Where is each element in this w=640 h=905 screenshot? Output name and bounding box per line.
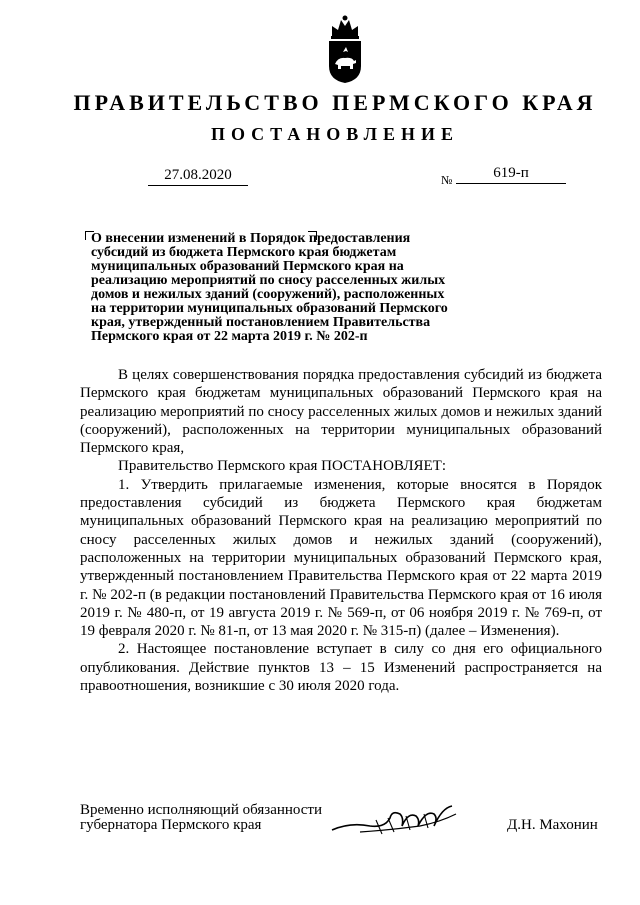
number-sign: № bbox=[441, 173, 453, 187]
document-subject: О внесении изменений в Порядок предоставления субсидий из бюджета Пермского края бюджетам муниципальных образований Пермского края на реализацию мероприятий по сносу расселенных жилых домов и нежилых зданий (сооружений), расположенных на территории муниципальных образований Пермского края, утвержденный постановлением Правительства Пермского края от 22 марта 2019 г. № 202-п bbox=[91, 231, 448, 344]
signatory-name: Д.Н. Махонин bbox=[507, 817, 598, 833]
signatory-position-line-1: Временно исполняющий обязанности bbox=[80, 802, 323, 818]
handwritten-signature bbox=[330, 800, 460, 840]
signatory-position bbox=[80, 803, 322, 833]
body-paragraph-2: Правительство Пермского края ПОСТАНОВЛЯЕТ: bbox=[118, 458, 447, 475]
perm-coat-of-arms-icon bbox=[326, 14, 364, 84]
document-number: 619-п bbox=[456, 165, 566, 184]
signatory-position-line-2: губернатора Пермского края bbox=[80, 817, 262, 833]
document-body bbox=[80, 366, 602, 695]
body-paragraph-1: В целях совершенствования порядка предоставления субсидий из бюджета Пермского края бюджетам муниципальных образований Пермского края на реализацию мероприятий по сносу расселенных жилых домов и нежилых зданий (сооружений), расположенных на территории муниципальных образований Пермского края, bbox=[80, 367, 602, 457]
document-type: ПОСТАНОВЛЕНИЕ bbox=[210, 124, 460, 144]
body-paragraph-4: 2. Настоящее постановление вступает в силу со дня его официального опубликования. Действие пунктов 13 – 15 Изменений распространяется на правоотношения, возникшие с 30 июля 2020 года. bbox=[80, 641, 602, 695]
government-title: ПРАВИТЕЛЬСТВО ПЕРМСКОГО КРАЯ bbox=[73, 90, 597, 115]
document-date: 27.08.2020 bbox=[148, 167, 248, 186]
body-paragraph-3: 1. Утвердить прилагаемые изменения, которые вносятся в Порядок предоставления субсидий из бюджета Пермского края бюджетам муниципальных образований Пермского края на реализацию мероприятий по сносу расселенных жилых домов и нежилых зданий (сооружений), расположенных на территории муниципальных образований Пермского края, утвержденный постановлением Правительства Пермского края от 22 марта 2019 г. № 202-п (в редакции постановлений Правительства Пермского края от 16 июля 2019 г. № 480-п, от 19 августа 2019 г. № 569-п, от 06 ноября 2019 г. № 769-п, от 19 февраля 2020 г. № 81-п, от 13 мая 2020 г. № 315-п) (далее – Изменения). bbox=[80, 476, 602, 640]
